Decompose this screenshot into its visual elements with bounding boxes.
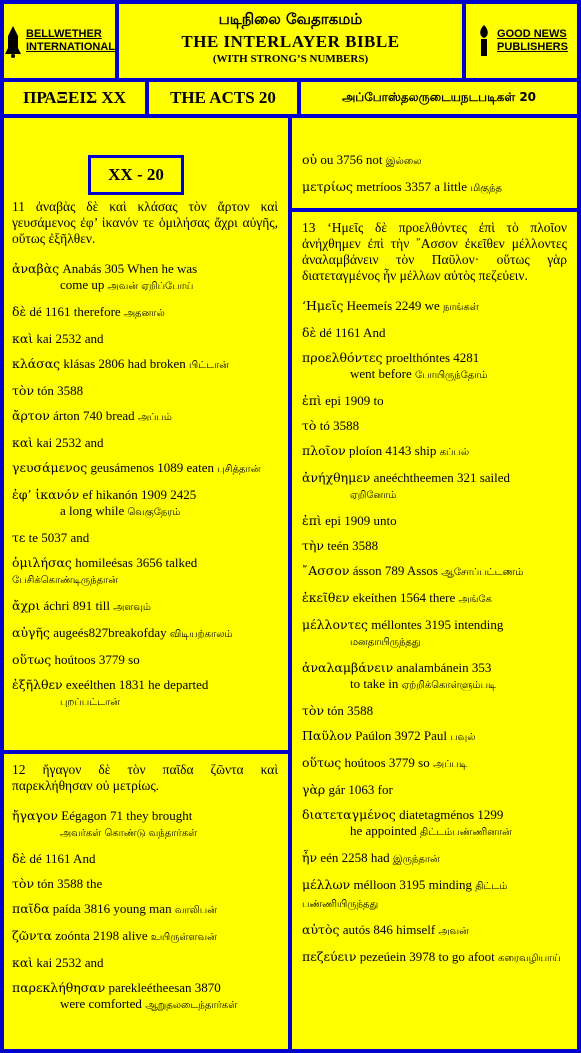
transliteration-strongs-gloss: autós 846 himself bbox=[342, 922, 436, 937]
word-entry bbox=[302, 703, 567, 719]
word-entry bbox=[302, 350, 567, 384]
word-entry bbox=[12, 530, 278, 546]
word-entry bbox=[302, 470, 567, 504]
tamil-gloss: வெகுநேரம் bbox=[127, 507, 181, 518]
word-entry bbox=[12, 625, 278, 643]
verse-12-entries bbox=[12, 808, 278, 1014]
transliteration-strongs-gloss: Eégagon 71 they brought bbox=[61, 808, 193, 823]
word-entry bbox=[12, 460, 278, 478]
transliteration-strongs-gloss: ef hikanón 1909 2425 bbox=[82, 487, 197, 502]
transliteration-strongs-gloss: kai 2532 and bbox=[36, 435, 104, 450]
transliteration-strongs-gloss: dé 1161 And bbox=[29, 851, 96, 866]
greek-word: Παῦλον bbox=[302, 728, 352, 743]
word-entry bbox=[12, 876, 278, 892]
greek-word: παρεκλήθησαν bbox=[12, 980, 106, 995]
transliteration-strongs-gloss: kai 2532 and bbox=[36, 331, 104, 346]
transliteration-strongs-gloss: zoónta 2198 alive bbox=[55, 928, 148, 943]
title-tamil: படிநிலை வேதாகமம் bbox=[218, 10, 363, 28]
greek-word: τε bbox=[12, 530, 26, 545]
greek-word: ἐξῆλθεν bbox=[12, 677, 63, 692]
verse-13-column bbox=[302, 220, 567, 976]
greek-word: παῖδα bbox=[12, 901, 50, 916]
right-logo-line1: GOOD NEWS bbox=[497, 28, 567, 40]
transliteration-strongs-gloss: eén 2258 had bbox=[320, 850, 390, 865]
english-gloss-continued: a long while bbox=[60, 503, 125, 518]
tamil-gloss: கப்பல் bbox=[439, 447, 470, 458]
word-entry bbox=[12, 435, 278, 451]
word-entry bbox=[12, 261, 278, 295]
tamil-gloss: புசித்தான் bbox=[217, 464, 261, 475]
greek-word: προελθόντες bbox=[302, 350, 383, 365]
english-gloss-continued: come up bbox=[60, 277, 105, 292]
greek-word: τὸν bbox=[12, 383, 35, 398]
transliteration-strongs-gloss: metríoos 3357 a little bbox=[356, 179, 468, 194]
transliteration-strongs-gloss: ekeíthen 1564 there bbox=[352, 590, 456, 605]
transliteration-strongs-gloss: analambánein 353 bbox=[396, 660, 492, 675]
tamil-gloss: இருந்தான் bbox=[392, 854, 440, 865]
greek-word: ἄχρι bbox=[12, 598, 41, 613]
transliteration-strongs-gloss: paída 3816 young man bbox=[52, 901, 172, 916]
english-gloss-continued: to take in bbox=[350, 676, 399, 691]
tamil-gloss: இல்லை bbox=[385, 156, 422, 167]
transliteration-strongs-gloss: Paúlon 3972 Paul bbox=[355, 728, 447, 743]
tamil-gloss: அப்பம் bbox=[137, 412, 172, 423]
word-entry bbox=[302, 298, 567, 316]
greek-word: οὕτως bbox=[12, 652, 52, 667]
greek-word: αὐτὸς bbox=[302, 922, 340, 937]
word-entry bbox=[302, 807, 567, 841]
title-subtitle: (WITH STRONG’S NUMBERS) bbox=[212, 53, 369, 65]
tamil-gloss: பிட்டான் bbox=[189, 360, 230, 371]
word-entry bbox=[12, 677, 278, 711]
word-entry bbox=[12, 304, 278, 322]
book-tamil-text: அப்போஸ்தலருடையநடபடிகள் 20 bbox=[341, 90, 537, 104]
word-entry bbox=[302, 393, 567, 409]
greek-word: ἀναβὰς bbox=[12, 261, 60, 276]
gloss-continuation bbox=[302, 676, 567, 694]
left-logo-line2: INTERNATIONAL bbox=[26, 41, 115, 53]
word-entry bbox=[12, 356, 278, 374]
english-gloss-continued: went before bbox=[350, 366, 412, 381]
tamil-gloss: அதனால் bbox=[123, 308, 165, 319]
tamil-gloss: அவன் ஏறிப்போய் bbox=[107, 281, 194, 292]
greek-word: ἀναλαμβάνειν bbox=[302, 660, 394, 675]
transliteration-strongs-gloss: aneéchtheemen 321 sailed bbox=[373, 470, 511, 485]
tamil-gloss: ஏற்றிக்கொள்ளும்படி bbox=[401, 680, 497, 691]
word-entry bbox=[302, 590, 567, 608]
tamil-gloss: ஏறினோம் bbox=[350, 490, 397, 501]
greek-word: καὶ bbox=[12, 955, 34, 970]
transliteration-strongs-gloss: hoútoos 3779 so bbox=[54, 652, 140, 667]
greek-word: μετρίως bbox=[302, 179, 353, 194]
word-entry bbox=[302, 782, 567, 798]
verse-13-entries bbox=[302, 298, 567, 967]
transliteration-strongs-gloss: klásas 2806 had broken bbox=[63, 356, 186, 371]
right-logo-text bbox=[497, 28, 568, 54]
word-entry bbox=[12, 808, 278, 842]
gloss-continuation bbox=[12, 277, 278, 295]
greek-word: γευσάμενος bbox=[12, 460, 88, 475]
greek-word: τὸν bbox=[302, 703, 325, 718]
transliteration-strongs-gloss: parekleétheesan 3870 bbox=[108, 980, 221, 995]
greek-word: αὐγῆς bbox=[12, 625, 51, 640]
gloss-continuation bbox=[302, 366, 567, 384]
tamil-gloss: மிகுந்த bbox=[470, 183, 502, 194]
tamil-gloss: திட்டம்பண்ணினான் bbox=[420, 827, 512, 838]
transliteration-strongs-gloss: áchri 891 till bbox=[43, 598, 110, 613]
tamil-gloss: மனதாயிருந்தது bbox=[350, 637, 421, 648]
verse-12-continuation-column bbox=[302, 152, 567, 206]
word-entry bbox=[302, 325, 567, 341]
word-entry bbox=[302, 152, 567, 170]
tamil-gloss: அவன் bbox=[438, 926, 469, 937]
tamil-gloss: திட்டம் பண்ணியிருந்தது bbox=[302, 881, 508, 910]
transliteration-strongs-gloss: ásson 789 Assos bbox=[352, 563, 438, 578]
transliteration-strongs-gloss: epi 1909 unto bbox=[325, 513, 397, 528]
gloss-continuation bbox=[12, 996, 278, 1014]
transliteration-strongs-gloss: tón 3588 the bbox=[37, 876, 103, 891]
tamil-gloss: கரைவழியாய் bbox=[498, 953, 561, 964]
tamil-gloss: போயிருந்தோம் bbox=[414, 370, 488, 381]
transliteration-strongs-gloss: diatetagménos 1299 bbox=[399, 807, 504, 822]
greek-word: καὶ bbox=[12, 331, 34, 346]
transliteration-strongs-gloss: homileésas 3656 talked bbox=[75, 555, 198, 570]
tamil-gloss: ஆசோப்பட்டணம் bbox=[441, 567, 524, 578]
greek-word: δὲ bbox=[302, 325, 317, 340]
transliteration-strongs-gloss: exeélthen 1831 he departed bbox=[65, 677, 209, 692]
tamil-gloss: ஆறுதலடைந்தார்கள் bbox=[145, 1000, 238, 1011]
word-entry bbox=[302, 617, 567, 651]
greek-word: ζῶντα bbox=[12, 928, 52, 943]
tamil-gloss: உயிருள்ளவன் bbox=[150, 932, 217, 943]
tamil-gloss: அப்படி bbox=[432, 759, 467, 770]
word-entry bbox=[302, 513, 567, 529]
left-logo-line1: BELLWETHER bbox=[26, 28, 102, 40]
word-entry bbox=[12, 408, 278, 426]
verse-12-column bbox=[12, 762, 278, 1023]
greek-word: οὕτως bbox=[302, 755, 342, 770]
transliteration-strongs-gloss: Anabás 305 When he was bbox=[62, 261, 198, 276]
gloss-continuation bbox=[12, 693, 278, 711]
gloss-continuation bbox=[302, 823, 567, 841]
word-entry bbox=[302, 728, 567, 746]
tamil-gloss: பவுல் bbox=[450, 732, 476, 743]
transliteration-strongs-gloss: méllontes 3195 intending bbox=[371, 617, 504, 632]
tamil-gloss: புறப்பட்டான் bbox=[60, 697, 120, 708]
greek-word: μέλλοντες bbox=[302, 617, 368, 632]
book-tamil-label bbox=[301, 82, 577, 114]
transliteration-strongs-gloss: dé 1161 And bbox=[319, 325, 386, 340]
tamil-gloss: நாங்கள் bbox=[443, 302, 479, 313]
word-entry bbox=[12, 487, 278, 521]
greek-word: διατεταγμένος bbox=[302, 807, 396, 822]
english-gloss-continued: were comforted bbox=[60, 996, 142, 1011]
word-entry bbox=[302, 179, 567, 197]
good-news-torch-icon bbox=[475, 24, 493, 58]
verse-12-text: 12 ἤγαγον δὲ τὸν παῖδα ζῶντα καὶ παρεκλήθησαν οὐ μετρίως. bbox=[12, 762, 278, 793]
transliteration-strongs-gloss: kai 2532 and bbox=[36, 955, 104, 970]
transliteration-strongs-gloss: te 5037 and bbox=[28, 530, 90, 545]
word-entry bbox=[12, 383, 278, 399]
transliteration-strongs-gloss: tón 3588 bbox=[327, 703, 374, 718]
transliteration-strongs-gloss: hoútoos 3779 so bbox=[344, 755, 430, 770]
gloss-continuation bbox=[12, 824, 278, 842]
greek-word: ‘Ημεῖς bbox=[302, 298, 344, 313]
gloss-continuation bbox=[302, 633, 567, 651]
greek-word: καὶ bbox=[12, 435, 34, 450]
transliteration-strongs-gloss: ploíon 4143 ship bbox=[348, 443, 437, 458]
word-entry bbox=[302, 755, 567, 773]
transliteration-strongs-gloss: teén 3588 bbox=[327, 538, 379, 553]
tamil-gloss: வாலிபன் bbox=[174, 905, 217, 916]
word-entry bbox=[12, 555, 278, 589]
greek-word: ἦν bbox=[302, 850, 318, 865]
transliteration-strongs-gloss: árton 740 bread bbox=[53, 408, 135, 423]
book-greek-label bbox=[4, 82, 145, 114]
greek-word: γὰρ bbox=[302, 782, 326, 797]
greek-word: ἐφ’ ἱκανόν bbox=[12, 487, 80, 502]
greek-word: τὴν bbox=[302, 538, 325, 553]
verse-11-column bbox=[12, 199, 278, 720]
word-entry bbox=[12, 928, 278, 946]
right-logo-line2: PUBLISHERS bbox=[497, 41, 568, 53]
book-english-text: THE ACTS 20 bbox=[170, 88, 276, 107]
word-entry bbox=[302, 850, 567, 868]
word-entry bbox=[302, 418, 567, 434]
transliteration-strongs-gloss: gár 1063 for bbox=[328, 782, 393, 797]
word-entry bbox=[302, 949, 567, 967]
verse-13-text: 13 ‘Ημεῖς δὲ προελθόντες ἐπὶ τὸ πλοῖον ἀνήχθημεν ἐπὶ τὴν ῎Ασσον ἐκεῖθεν μέλλοντες ἀναλαμβάνειν τὸν Παῦλον· οὕτως γὰρ διατεταγμένος ἦν μέλλων αὐτὸς πεζεύειν. bbox=[302, 220, 567, 283]
transliteration-strongs-gloss: geusámenos 1089 eaten bbox=[90, 460, 214, 475]
english-gloss-continued: he appointed bbox=[350, 823, 417, 838]
word-entry bbox=[12, 901, 278, 919]
greek-word: ὁμιλήσας bbox=[12, 555, 72, 570]
greek-word: πεζεύειν bbox=[302, 949, 357, 964]
tamil-gloss: விடியற்காலம் bbox=[169, 629, 233, 640]
transliteration-strongs-gloss: tón 3588 bbox=[37, 383, 84, 398]
greek-word: κλάσας bbox=[12, 356, 61, 371]
verse-11-entries bbox=[12, 261, 278, 711]
word-entry bbox=[302, 660, 567, 694]
greek-word: οὐ bbox=[302, 152, 318, 167]
greek-word: ἐκεῖθεν bbox=[302, 590, 350, 605]
greek-word: ῎Ασσον bbox=[302, 563, 350, 578]
book-greek-text: ΠΡΑΞΕΙΣ XX bbox=[23, 88, 126, 107]
greek-word: ἄρτον bbox=[12, 408, 50, 423]
transliteration-strongs-gloss: augeés827breakofday bbox=[53, 625, 167, 640]
word-entry bbox=[12, 331, 278, 347]
word-entry bbox=[12, 598, 278, 616]
transliteration-strongs-gloss: dé 1161 therefore bbox=[29, 304, 121, 319]
greek-word: ἀνήχθημεν bbox=[302, 470, 371, 485]
word-entry bbox=[12, 955, 278, 971]
word-entry bbox=[12, 980, 278, 1014]
greek-word: ἐπὶ bbox=[302, 393, 322, 408]
greek-word: ἤγαγον bbox=[12, 808, 58, 823]
word-entry bbox=[302, 877, 567, 913]
word-entry bbox=[12, 851, 278, 867]
left-logo-box bbox=[4, 4, 115, 78]
greek-word: μέλλων bbox=[302, 877, 351, 892]
bellwether-bell-icon bbox=[4, 24, 22, 58]
transliteration-strongs-gloss: epi 1909 to bbox=[325, 393, 384, 408]
tamil-gloss: அளவும் bbox=[113, 602, 151, 613]
transliteration-strongs-gloss: pezeúein 3978 to go afoot bbox=[359, 949, 495, 964]
greek-word: δὲ bbox=[12, 304, 27, 319]
word-entry bbox=[302, 443, 567, 461]
gloss-continuation bbox=[302, 486, 567, 504]
greek-word: ἐπὶ bbox=[302, 513, 322, 528]
transliteration-strongs-gloss: Heemeís 2249 we bbox=[346, 298, 440, 313]
tamil-gloss: அங்கே bbox=[458, 594, 492, 605]
greek-word: τὸν bbox=[12, 876, 35, 891]
greek-word: τὸ bbox=[302, 418, 317, 433]
chapter-badge: XX - 20 bbox=[88, 155, 184, 195]
word-entry bbox=[302, 538, 567, 554]
transliteration-strongs-gloss: tó 3588 bbox=[319, 418, 360, 433]
transliteration-strongs-gloss: mélloon 3195 minding bbox=[353, 877, 472, 892]
book-english-label bbox=[149, 82, 297, 114]
tamil-gloss: பேசிக்கொண்டிருந்தான் bbox=[12, 575, 118, 586]
greek-word: δὲ bbox=[12, 851, 27, 866]
word-entry bbox=[12, 652, 278, 668]
verse-12-continuation-entries bbox=[302, 152, 567, 197]
right-logo-box bbox=[466, 4, 577, 78]
title-box bbox=[119, 4, 462, 78]
tamil-gloss: அவர்கள் கொண்டு வந்தார்கள் bbox=[60, 828, 198, 839]
greek-word: πλοῖον bbox=[302, 443, 346, 458]
title-english: THE INTERLAYER BIBLE bbox=[181, 32, 400, 51]
left-logo-text bbox=[26, 28, 115, 54]
word-entry bbox=[302, 922, 567, 940]
word-entry bbox=[302, 563, 567, 581]
verse-11-text: 11 ἀναβὰς δὲ καὶ κλάσας τὸν ἄρτον καὶ γευσάμενος ἐφ’ ἱκανόν τε ὁμιλήσας ἄχρι αὐγῆς, οὕτως ἐξῆλθεν. bbox=[12, 199, 278, 246]
transliteration-strongs-gloss: proelthóntes 4281 bbox=[385, 350, 480, 365]
gloss-continuation bbox=[12, 503, 278, 521]
transliteration-strongs-gloss: ou 3756 not bbox=[320, 152, 383, 167]
